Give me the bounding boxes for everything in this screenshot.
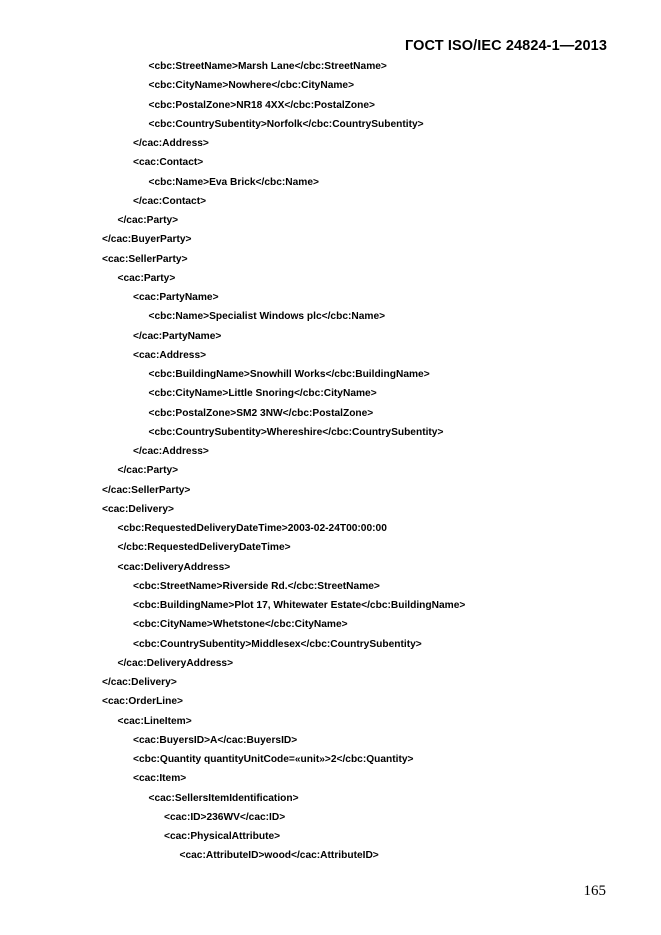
code-line: <cbc:CountrySubentity>Whereshire</cbc:CountrySubentity>: [148, 426, 444, 438]
code-line: <cbc:BuildingName>Plot 17, Whitewater Estate</cbc:BuildingName>: [133, 600, 466, 611]
code-line: <cbc:StreetName>Riverside Rd.</cbc:StreetName>: [133, 580, 380, 592]
code-line: <cac:PartyName>: [133, 292, 219, 303]
code-line: </cac:PartyName>: [133, 330, 222, 342]
code-line: </cac:Address>: [133, 138, 209, 149]
code-line: <cac:AttributeID>wood</cac:AttributeID>: [179, 850, 379, 862]
code-line: <cac:PhysicalAttribute>: [164, 831, 281, 842]
code-line: </cac:BuyerParty>: [102, 234, 192, 246]
code-line: </cac:Party>: [117, 465, 179, 477]
page-number: 165: [583, 883, 606, 899]
code-line: </cbc:RequestedDeliveryDateTime>: [117, 542, 291, 554]
code-line: <cbc:Quantity quantityUnitCode=«unit»>2</cbc:Quantity>: [133, 754, 414, 765]
code-line: <cac:Address>: [133, 349, 207, 361]
code-line: </cac:Delivery>: [102, 677, 177, 688]
code-line: </cac:SellerParty>: [102, 484, 191, 496]
code-line: <cbc:RequestedDeliveryDateTime>2003-02-24T00:00:00: [117, 523, 387, 534]
code-line: </cac:DeliveryAddress>: [117, 657, 234, 669]
code-line: <cbc:Name>Specialist Windows plc</cbc:Name>: [148, 311, 386, 323]
code-line: <cac:Item>: [133, 773, 187, 785]
code-line: <cbc:CountrySubentity>Middlesex</cbc:CountrySubentity>: [133, 638, 422, 650]
code-line: <cac:DeliveryAddress>: [117, 561, 231, 573]
code-line: </cac:Address>: [133, 446, 209, 457]
code-line: <cbc:BuildingName>Snowhill Works</cbc:BuildingName>: [148, 369, 430, 380]
code-line: <cac:SellersItemIdentification>: [148, 792, 299, 804]
page-header: ГОСТ ISO/IEC 24824-1—2013: [405, 38, 607, 54]
code-line: <cac:Party>: [117, 272, 176, 284]
code-line: <cac:Delivery>: [102, 503, 174, 515]
code-line: </cac:Contact>: [133, 195, 207, 207]
code-line: <cbc:StreetName>Marsh Lane</cbc:StreetName>: [148, 61, 387, 72]
code-line: <cbc:CountrySubentity>Norfolk</cbc:CountrySubentity>: [148, 118, 424, 130]
code-line: </cac:Party>: [117, 215, 179, 226]
code-line: <cac:OrderLine>: [102, 696, 183, 708]
code-line: <cac:Contact>: [133, 157, 204, 169]
code-line: <cac:ID>236WV</cac:ID>: [164, 811, 286, 823]
code-line: <cac:LineItem>: [117, 715, 192, 727]
code-line: <cac:SellerParty>: [102, 253, 188, 265]
code-line: <cbc:CityName>Little Snoring</cbc:CityName>: [148, 388, 377, 400]
code-line: <cbc:PostalZone>NR18 4XX</cbc:PostalZone>: [148, 99, 375, 111]
code-line: <cbc:CityName>Nowhere</cbc:CityName>: [148, 80, 355, 92]
code-line: <cbc:PostalZone>SM2 3NW</cbc:PostalZone>: [148, 407, 374, 419]
code-line: <cbc:Name>Eva Brick</cbc:Name>: [148, 176, 319, 188]
code-line: <cac:BuyersID>A</cac:BuyersID>: [133, 734, 298, 746]
code-line: <cbc:CityName>Whetstone</cbc:CityName>: [133, 619, 348, 631]
